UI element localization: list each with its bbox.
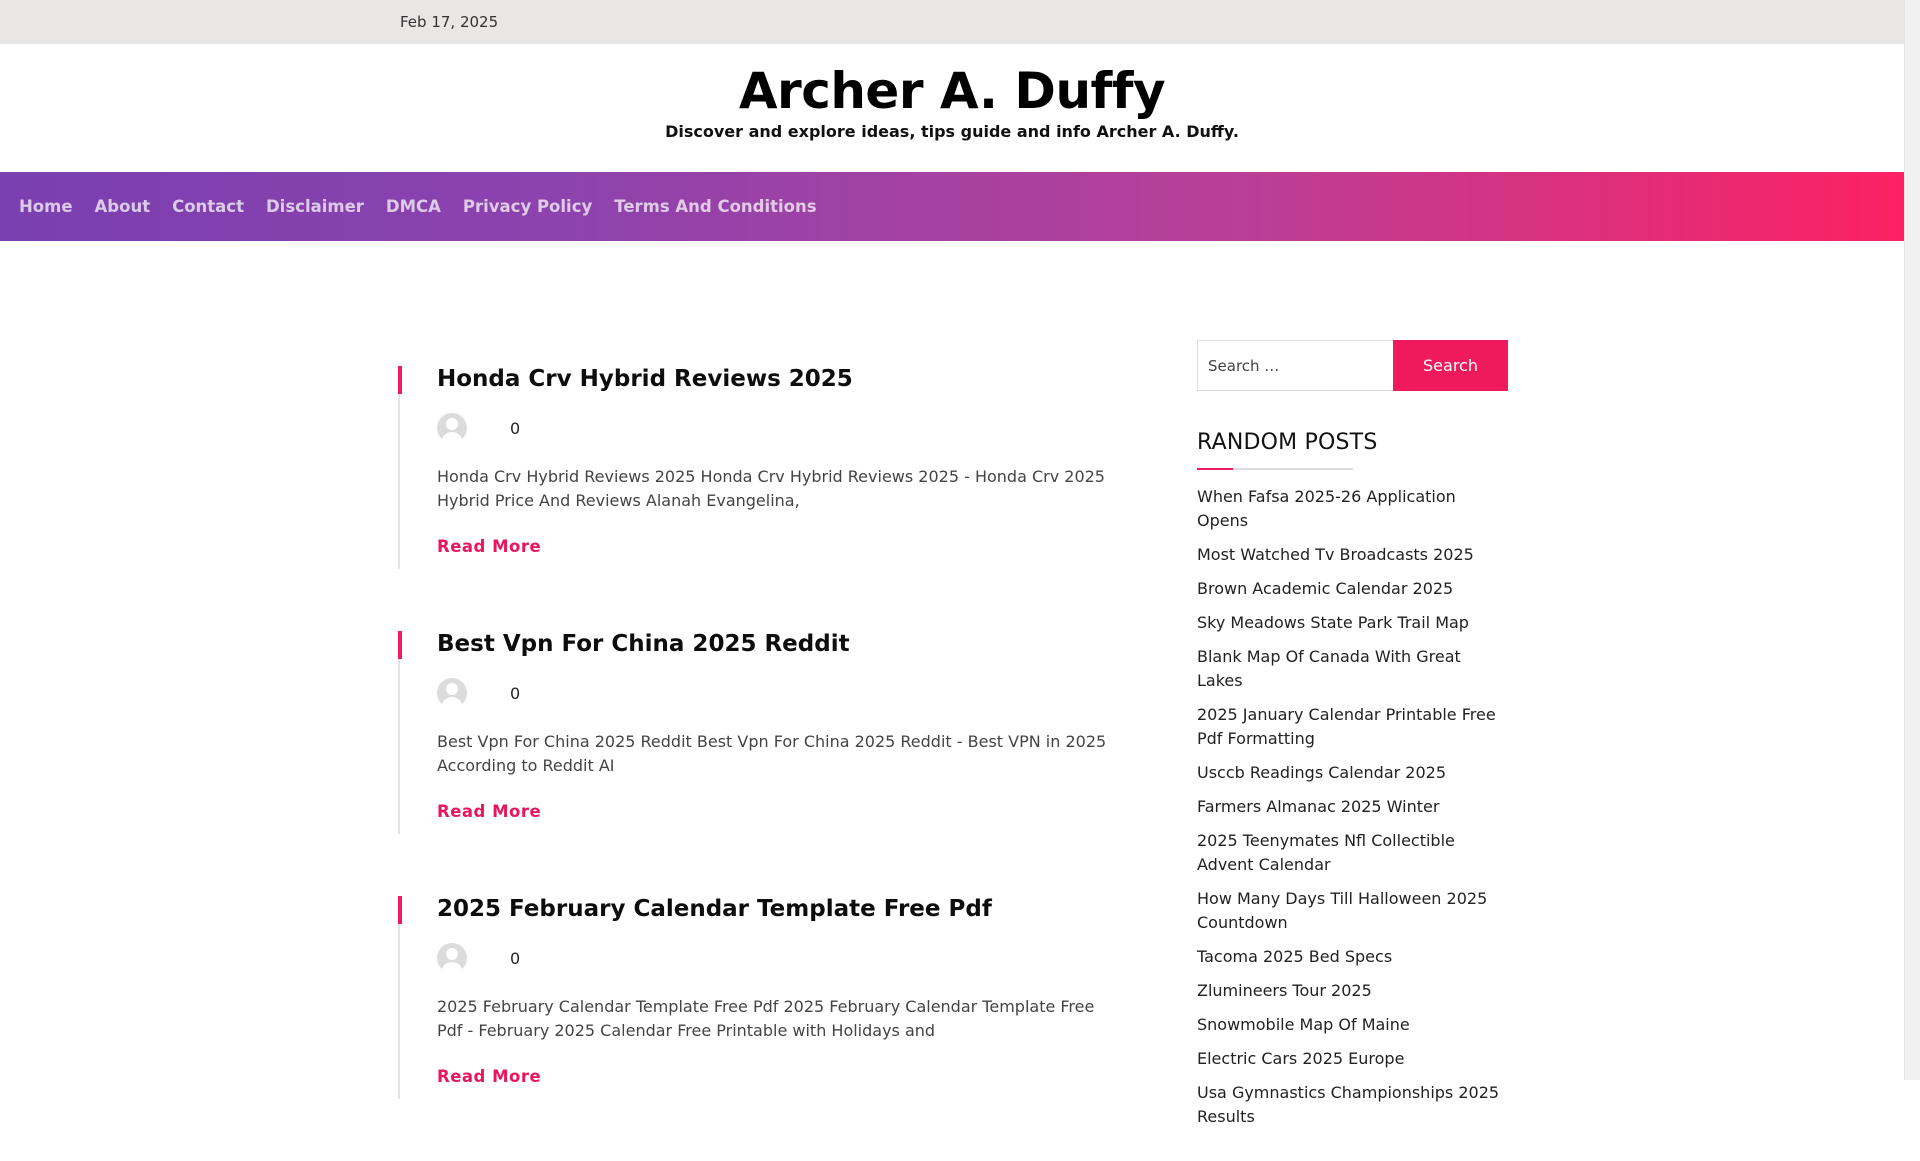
comment-count[interactable]: 0 xyxy=(510,684,521,703)
current-date: Feb 17, 2025 xyxy=(400,13,499,31)
comment-count[interactable]: 0 xyxy=(510,419,521,438)
post-card xyxy=(398,631,1107,896)
post-card xyxy=(398,896,1098,1161)
nav-item-home[interactable]: Home xyxy=(19,197,73,216)
random-post-link[interactable]: When Fafsa 2025-26 Application Opens xyxy=(1197,487,1456,530)
post-excerpt: Honda Crv Hybrid Reviews 2025 Honda Crv Hybrid Reviews 2025 - Honda Crv 2025 Hybrid Price And Reviews Alanah Evangelina, xyxy=(437,467,1105,510)
random-post-link[interactable]: Zlumineers Tour 2025 xyxy=(1197,981,1372,1000)
nav-item-contact[interactable]: Contact xyxy=(172,197,244,216)
search-input[interactable] xyxy=(1197,340,1394,391)
random-post-link[interactable]: 2025 Teenymates Nfl Collectible Advent Calendar xyxy=(1197,831,1455,874)
author-avatar-icon[interactable] xyxy=(437,943,467,973)
sidebar xyxy=(1197,340,1509,1126)
post-rail xyxy=(398,631,400,834)
random-posts-heading: RANDOM POSTS xyxy=(1197,430,1378,455)
post-list xyxy=(398,366,1107,1161)
random-post-link[interactable]: Most Watched Tv Broadcasts 2025 xyxy=(1197,545,1474,564)
post-accent-bar xyxy=(398,896,402,924)
nav-item-dmca[interactable]: DMCA xyxy=(385,197,441,216)
random-post-link[interactable]: How Many Days Till Halloween 2025 Countdown xyxy=(1197,889,1488,932)
heading-underline xyxy=(1197,468,1353,470)
random-post-link[interactable]: Farmers Almanac 2025 Winter xyxy=(1197,797,1440,816)
random-post-link[interactable]: Usccb Readings Calendar 2025 xyxy=(1197,763,1446,782)
random-post-link[interactable]: Electric Cars 2025 Europe xyxy=(1197,1049,1405,1068)
post-rail xyxy=(398,896,400,1099)
post-accent-bar xyxy=(398,366,402,394)
nav-item-about[interactable]: About xyxy=(94,197,151,216)
nav-item-privacy-policy[interactable]: Privacy Policy xyxy=(462,197,593,216)
main-navigation xyxy=(0,172,1904,241)
page-scrollbar[interactable] xyxy=(1904,0,1920,1080)
site-title[interactable]: Archer A. Duffy xyxy=(738,62,1166,120)
post-title[interactable]: 2025 February Calendar Template Free Pdf xyxy=(437,896,992,922)
random-post-link[interactable]: Brown Academic Calendar 2025 xyxy=(1197,579,1454,598)
top-bar xyxy=(0,0,1904,44)
read-more-link[interactable]: Read More xyxy=(437,802,542,821)
random-post-link[interactable]: Snowmobile Map Of Maine xyxy=(1197,1015,1410,1034)
read-more-link[interactable]: Read More xyxy=(437,1067,542,1086)
post-excerpt: 2025 February Calendar Template Free Pdf 2025 February Calendar Template Free Pdf - February 2025 Calendar Free Printable with Holidays and xyxy=(437,997,1095,1040)
search-form xyxy=(1197,340,1509,391)
post-accent-bar xyxy=(398,631,402,659)
author-avatar-icon[interactable] xyxy=(437,413,467,443)
random-post-link[interactable]: Sky Meadows State Park Trail Map xyxy=(1197,613,1469,632)
site-tagline: Discover and explore ideas, tips guide and info Archer A. Duffy. xyxy=(665,122,1239,141)
random-post-link[interactable]: Tacoma 2025 Bed Specs xyxy=(1197,947,1393,966)
random-posts-list xyxy=(1197,485,1509,1139)
search-button[interactable]: Search xyxy=(1393,340,1508,391)
post-excerpt: Best Vpn For China 2025 Reddit Best Vpn For China 2025 Reddit - Best VPN in 2025 According to Reddit AI xyxy=(437,732,1107,775)
random-post-link[interactable]: 2025 January Calendar Printable Free Pdf Formatting xyxy=(1197,705,1496,748)
post-title[interactable]: Honda Crv Hybrid Reviews 2025 xyxy=(437,366,853,392)
author-avatar-icon[interactable] xyxy=(437,678,467,708)
read-more-link[interactable]: Read More xyxy=(437,537,542,556)
post-rail xyxy=(398,366,400,569)
comment-count[interactable]: 0 xyxy=(510,949,521,968)
random-post-link[interactable]: Usa Gymnastics Championships 2025 Results xyxy=(1197,1083,1500,1126)
random-post-link[interactable]: Blank Map Of Canada With Great Lakes xyxy=(1197,647,1461,690)
post-title[interactable]: Best Vpn For China 2025 Reddit xyxy=(437,631,850,657)
post-card xyxy=(398,366,1105,631)
site-header xyxy=(0,44,1904,172)
nav-item-disclaimer[interactable]: Disclaimer xyxy=(265,197,364,216)
nav-item-terms[interactable]: Terms And Conditions xyxy=(614,197,817,216)
